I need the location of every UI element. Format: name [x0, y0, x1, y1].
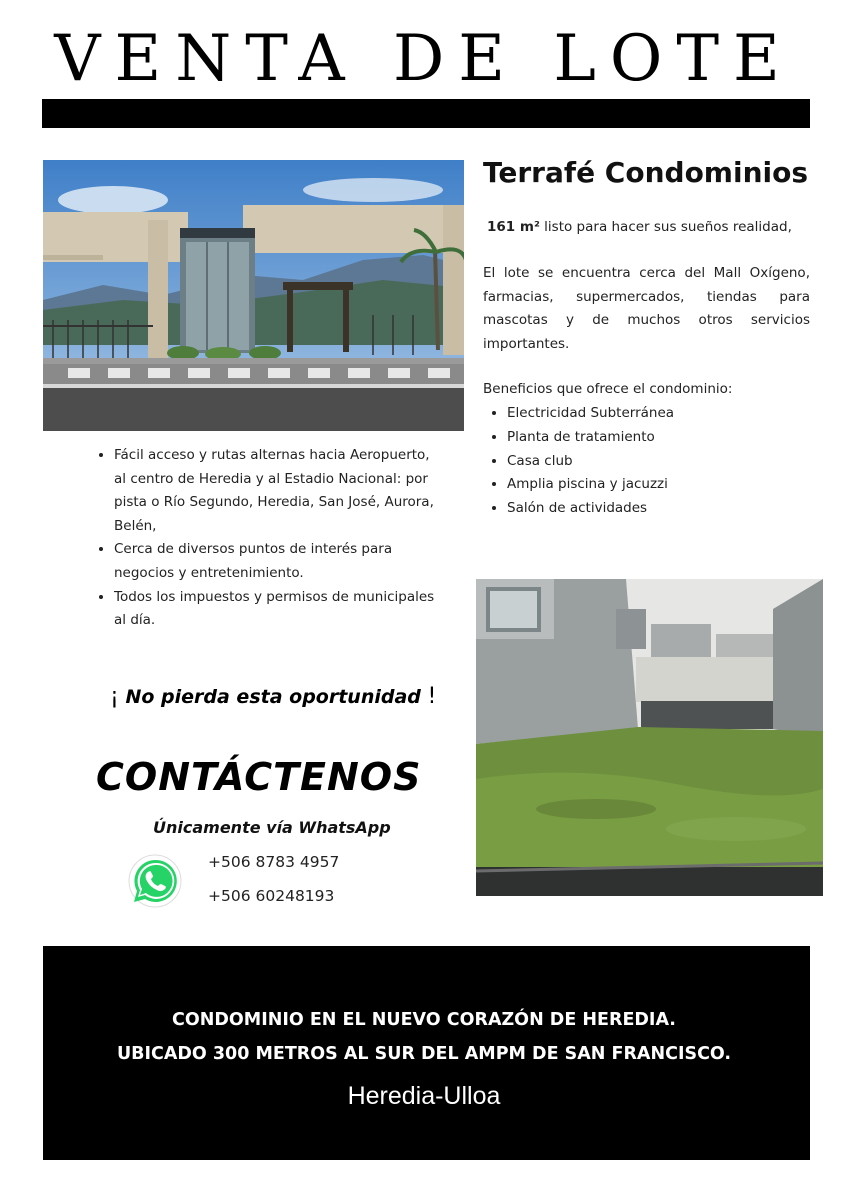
contact-title: CONTÁCTENOS: [96, 755, 422, 799]
benefit-item: • Planta de tratamiento: [507, 426, 837, 450]
highlight-item: • Fácil acceso y rutas alternas hacia Aeropuerto, al centro de Heredia y al Estadio Nacional: por pista o Río Segundo, Heredia, San José, Aurora, Belén,: [114, 444, 444, 538]
callout-text: No pierda esta oportunidad: [125, 686, 421, 708]
contact-subtitle: Únicamente vía WhatsApp: [153, 818, 391, 837]
benefit-item: • Salón de actividades: [507, 497, 837, 521]
highlight-item: • Todos los impuestos y permisos de municipales al día.: [114, 586, 444, 633]
opportunity-callout: [110, 684, 440, 709]
phone-number[interactable]: +506 8783 4957: [208, 853, 340, 871]
header-bar: [42, 99, 810, 128]
area-tagline: listo para hacer sus sueños realidad,: [539, 219, 792, 235]
condominium-gate-photo: [43, 160, 464, 431]
area-description: [487, 216, 817, 240]
benefit-item: • Amplia piscina y jacuzzi: [507, 473, 837, 497]
highlight-item: • Cerca de diversos puntos de interés para negocios y entretenimiento.: [114, 538, 444, 585]
property-name: Terrafé Condominios: [483, 156, 809, 189]
benefit-item: • Electricidad Subterránea: [507, 402, 837, 426]
whatsapp-icon[interactable]: [128, 854, 182, 908]
area-value: 161 m²: [487, 219, 540, 235]
lot-photo: [476, 579, 823, 896]
benefit-item: • Casa club: [507, 450, 837, 474]
benefits-title: Beneficios que ofrece el condominio:: [483, 381, 733, 397]
footer-city: Heredia-Ulloa: [347, 1082, 501, 1110]
page-title: VENTA DE LOTE: [54, 22, 794, 96]
benefits-list: [483, 402, 837, 521]
close-exclamation: !: [427, 684, 437, 709]
footer-location-line: UBICADO 300 METROS AL SUR DEL AMPM DE SAN FRANCISCO.: [116, 1044, 732, 1064]
open-exclamation: ¡: [110, 684, 119, 709]
location-paragraph: El lote se encuentra cerca del Mall Oxígeno, farmacias, supermercados, tiendas para mascotas y de muchos otros servicios importantes.: [483, 265, 810, 352]
footer-condominium-line: CONDOMINIO EN EL NUEVO CORAZÓN DE HEREDIA.: [172, 1010, 676, 1030]
highlights-list: [90, 444, 444, 633]
phone-number[interactable]: +506 60248193: [208, 887, 335, 905]
